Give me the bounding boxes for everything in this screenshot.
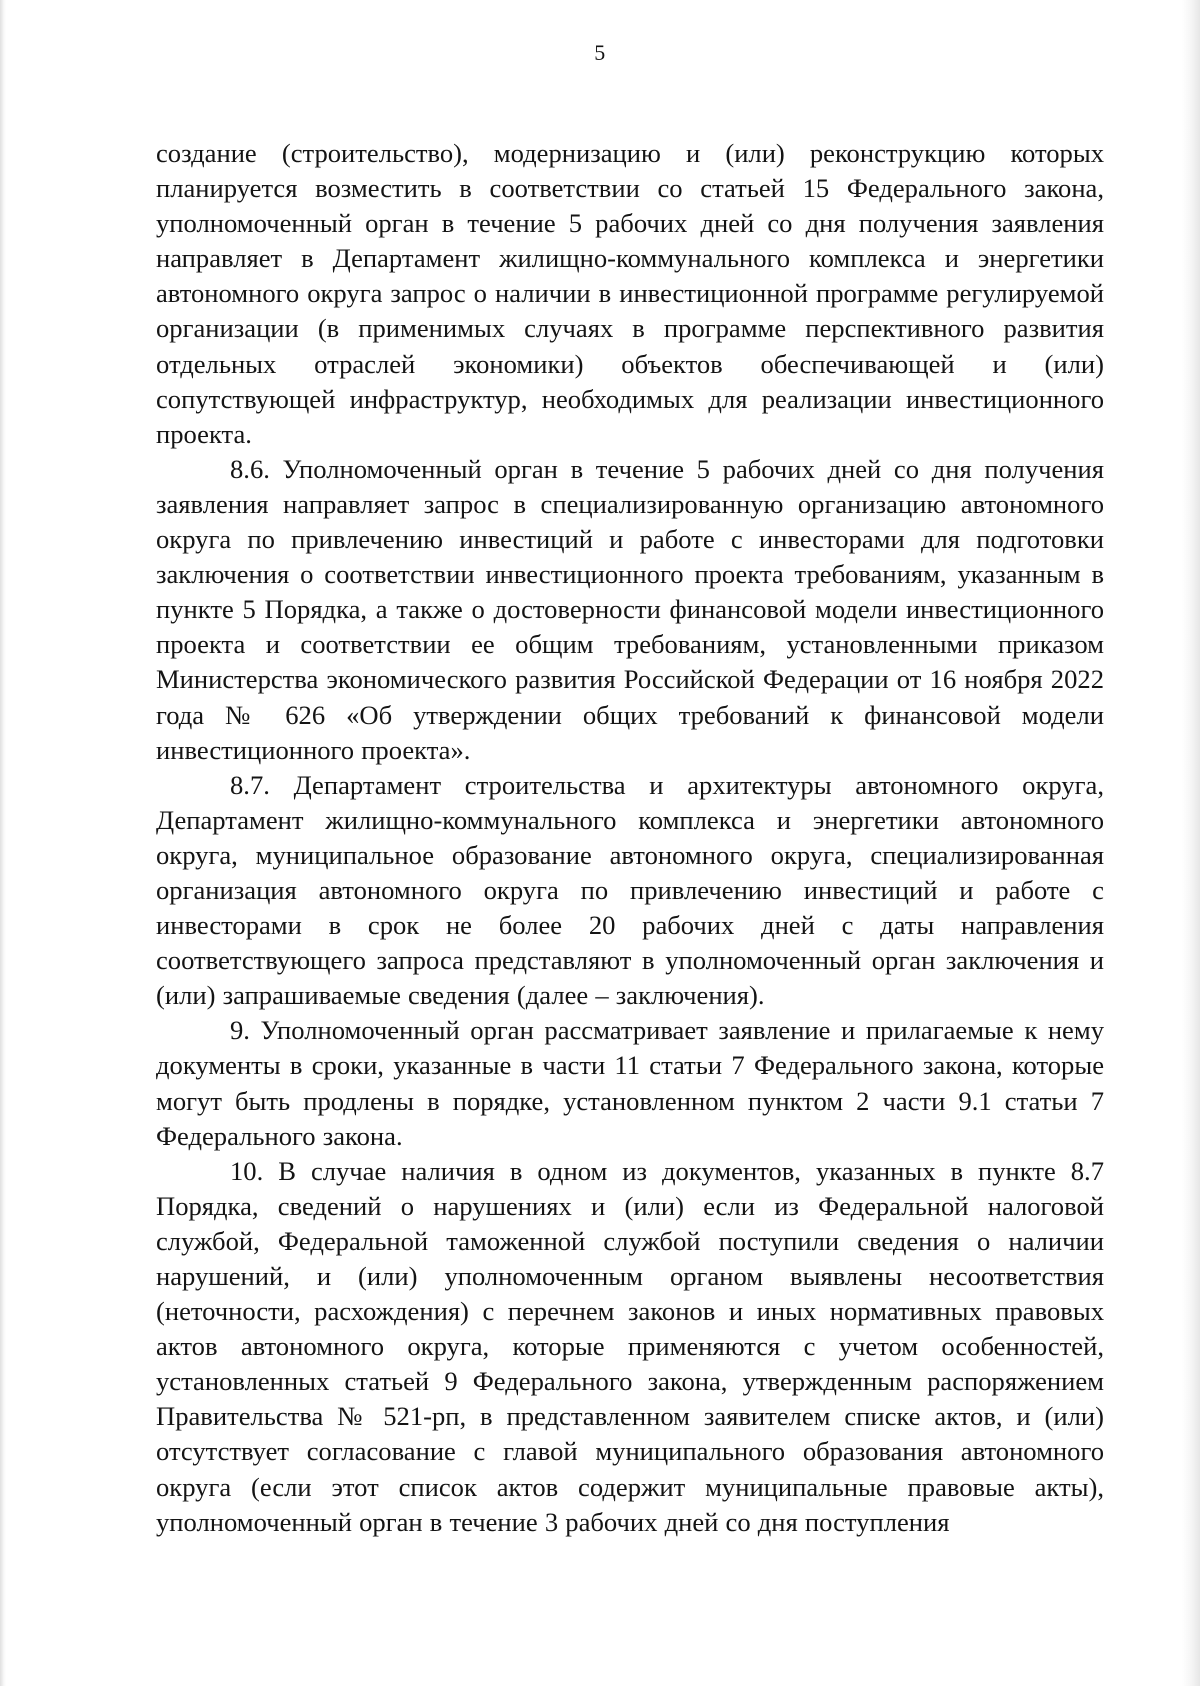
paragraph-9: 9. Уполномоченный орган рассматривает заявление и прилагаемые к нему документы в сроки, указанные в части 11 статьи 7 Федерального закона, которые могут быть продлены в порядке, установленном пунктом 2 части 9.1 статьи 7 Федерального закона. [156,1015,1104,1151]
paragraph-10: 10. В случае наличия в одном из документов, указанных в пункте 8.7 Порядка, сведений о нарушениях и (или) если из Федеральной налоговой службой, Федеральной таможенной службой поступили сведения о наличии нарушений, и (или) уполномоченным органом выявлены несоответствия (неточности, расхождения) с перечнем законов и иных нормативных правовых актов автономного округа, которые применяются с учетом особенностей, установленных статьей 9 Федерального закона, утвержденным распоряжением Правительства № 521-рп, в представленном заявителем списке актов, и (или) отсутствует согласование с главой муниципального образования автономного округа (если этот список актов содержит муниципальные правовые акты), уполномоченный орган в течение 3 рабочих дней со дня поступления [156,1155,1104,1537]
document-body [156,136,1104,1540]
paragraph-8-7: 8.7. Департамент строительства и архитектуры автономного округа, Департамент жилищно-коммунального комплекса и энергетики автономного округа, муниципальное образование автономного округа, специализированная организация автономного округа по привлечению инвестиций и работе с инвесторами в срок не более 20 рабочих дней с даты направления соответствующего запроса представляют в уполномоченный орган заключения и (или) запрашиваемые сведения (далее – заключения). [156,769,1104,1011]
scan-edge-right [1182,0,1200,1686]
scan-edge-left [0,0,6,1686]
page-number: 5 [594,40,606,65]
paragraph-8-6: 8.6. Уполномоченный орган в течение 5 рабочих дней со дня получения заявления направляет запрос в специализированную организацию автономного округа по привлечению инвестиций и работе с инвесторами для подготовки заключения о соответствии инвестиционного проекта требованиям, указанным в пункте 5 Порядка, а также о достоверности финансовой модели инвестиционного проекта и соответствии ее общим требованиям, установленными приказом Министерства экономического развития Российской Федерации от 16 ноября 2022 года № 626 «Об утверждении общих требований к финансовой модели инвестиционного проекта». [156,453,1104,765]
paragraph-continuation: создание (строительство), модернизацию и (или) реконструкцию которых планируется возместить в соответствии со статьей 15 Федерального закона, уполномоченный орган в течение 5 рабочих дней со дня получения заявления направляет в Департамент жилищно-коммунального комплекса и энергетики автономного округа запрос о наличии в инвестиционной программе регулируемой организации (в применимых случаях в программе перспективного развития отдельных отраслей экономики) объектов обеспечивающей и (или) сопутствующей инфраструктур, необходимых для реализации инвестиционного проекта. [156,138,1104,449]
